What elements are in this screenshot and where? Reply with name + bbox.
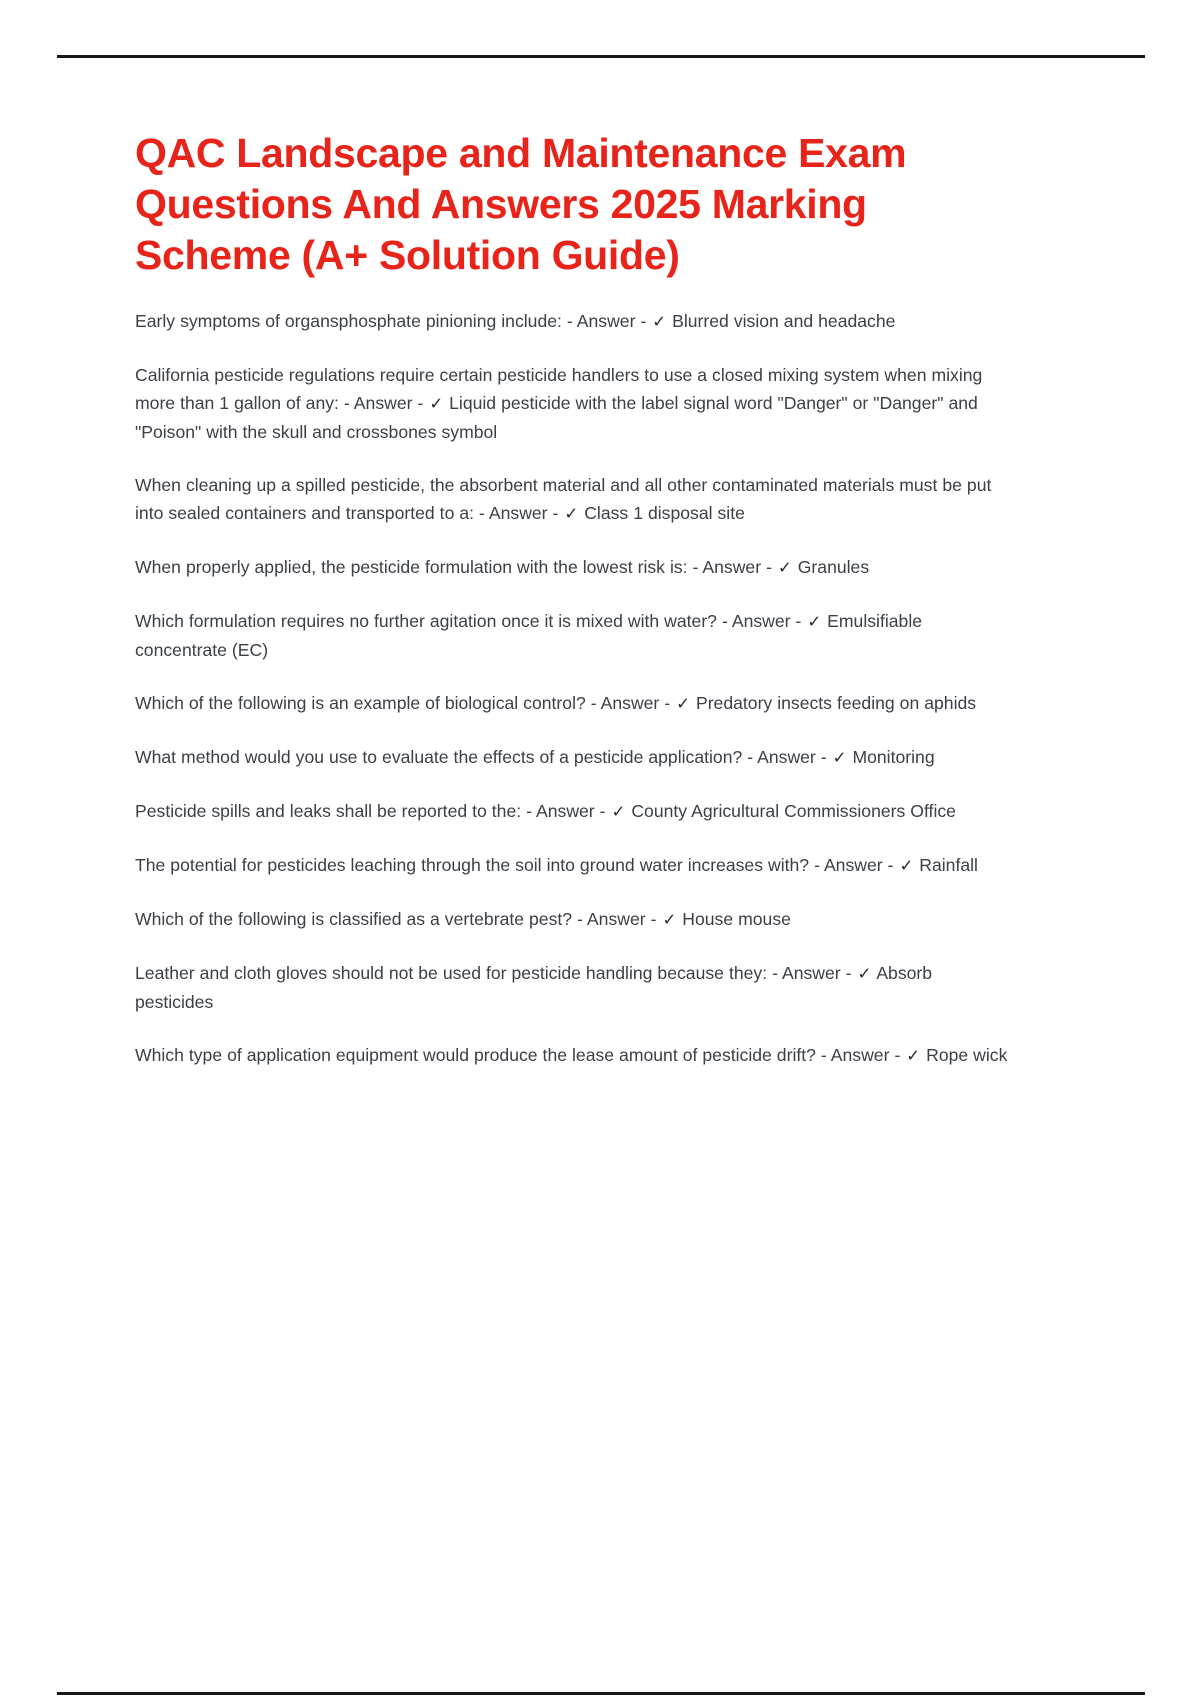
qa-answer: Liquid pesticide with the label signal word "Danger" or "Danger" and "Poison" with the skull and crossbones symbol xyxy=(135,393,978,442)
checkmark-icon: ✓ xyxy=(652,312,667,331)
qa-answer: County Agricultural Commissioners Office xyxy=(626,801,956,821)
qa-question: When properly applied, the pesticide formulation with the lowest risk is: xyxy=(135,557,688,577)
qa-answer: Rainfall xyxy=(914,855,978,875)
qa-item xyxy=(135,905,1010,934)
qa-question: Which formulation requires no further agitation once it is mixed with water? xyxy=(135,611,717,631)
checkmark-icon: ✓ xyxy=(429,394,444,413)
qa-answer: Rope wick xyxy=(921,1045,1008,1065)
qa-answer-separator: - Answer - xyxy=(521,801,611,821)
qa-answer: Absorb pesticides xyxy=(135,963,933,1012)
page-top-rule xyxy=(57,55,1145,58)
qa-question: The potential for pesticides leaching through the soil into ground water increases with? xyxy=(135,855,810,875)
qa-question: What method would you use to evaluate the effects of a pesticide application? xyxy=(135,747,743,767)
checkmark-icon: ✓ xyxy=(611,802,626,821)
document-content xyxy=(135,128,1010,1070)
qa-question: Which type of application equipment would produce the lease amount of pesticide drift? xyxy=(135,1045,816,1065)
qa-answer: Predatory insects feeding on aphids xyxy=(690,693,977,713)
qa-answer-separator: - Answer - xyxy=(687,557,777,577)
page-title: QAC Landscape and Maintenance Exam Questions And Answers 2025 Marking Scheme (A+ Solution Guide) xyxy=(135,130,907,278)
qa-answer: Monitoring xyxy=(847,747,935,767)
qa-item xyxy=(135,607,1010,664)
qa-item xyxy=(135,959,1010,1016)
qa-answer-separator: - Answer - xyxy=(585,693,676,713)
qa-question: California pesticide regulations require certain pesticide handlers to use a closed mixing system when mixing more than 1 gallon of any: xyxy=(135,365,983,413)
qa-item xyxy=(135,361,1010,446)
qa-list xyxy=(135,307,1010,1070)
qa-answer-separator: - Answer - xyxy=(474,503,564,523)
checkmark-icon: ✓ xyxy=(777,558,792,577)
qa-answer: Emulsifiable concentrate (EC) xyxy=(135,611,923,660)
qa-item xyxy=(135,307,1010,336)
checkmark-icon: ✓ xyxy=(832,748,847,767)
qa-item xyxy=(135,553,1010,582)
qa-question: Which of the following is an example of biological control? xyxy=(135,693,586,713)
qa-item xyxy=(135,743,1010,772)
qa-question: Pesticide spills and leaks shall be reported to the: xyxy=(135,801,522,821)
qa-question: Leather and cloth gloves should not be used for pesticide handling because they: xyxy=(135,963,768,983)
qa-item xyxy=(135,471,1010,528)
qa-answer-separator: - Answer - xyxy=(767,963,857,983)
qa-answer: Granules xyxy=(792,557,870,577)
qa-item xyxy=(135,689,1010,718)
qa-answer: House mouse xyxy=(677,909,791,929)
checkmark-icon: ✓ xyxy=(676,694,690,713)
qa-answer-separator: - Answer - xyxy=(572,909,662,929)
qa-answer: Blurred vision and headache xyxy=(667,311,896,331)
checkmark-icon: ✓ xyxy=(564,504,579,523)
qa-answer-separator: - Answer - xyxy=(338,393,429,413)
qa-question: When cleaning up a spilled pesticide, the absorbent material and all other contaminated materials must be put into sealed containers and transported to a: xyxy=(135,475,992,523)
qa-question: Early symptoms of organsphosphate pinioning include: xyxy=(135,311,562,331)
checkmark-icon: ✓ xyxy=(807,612,822,631)
qa-answer-separator: - Answer - xyxy=(561,311,652,331)
checkmark-icon: ✓ xyxy=(662,910,677,929)
qa-answer: Class 1 disposal site xyxy=(579,503,745,523)
qa-item xyxy=(135,851,1010,880)
checkmark-icon: ✓ xyxy=(857,964,872,983)
qa-item xyxy=(135,797,1010,826)
qa-question: Which of the following is classified as a vertebrate pest? xyxy=(135,909,573,929)
qa-item xyxy=(135,1041,1010,1070)
qa-answer-separator: - Answer - xyxy=(716,611,807,631)
checkmark-icon: ✓ xyxy=(906,1046,921,1065)
checkmark-icon: ✓ xyxy=(899,856,914,875)
page-bottom-rule xyxy=(57,1692,1145,1695)
qa-answer-separator: - Answer - xyxy=(742,747,832,767)
qa-answer-separator: - Answer - xyxy=(809,855,899,875)
qa-answer-separator: - Answer - xyxy=(815,1045,906,1065)
